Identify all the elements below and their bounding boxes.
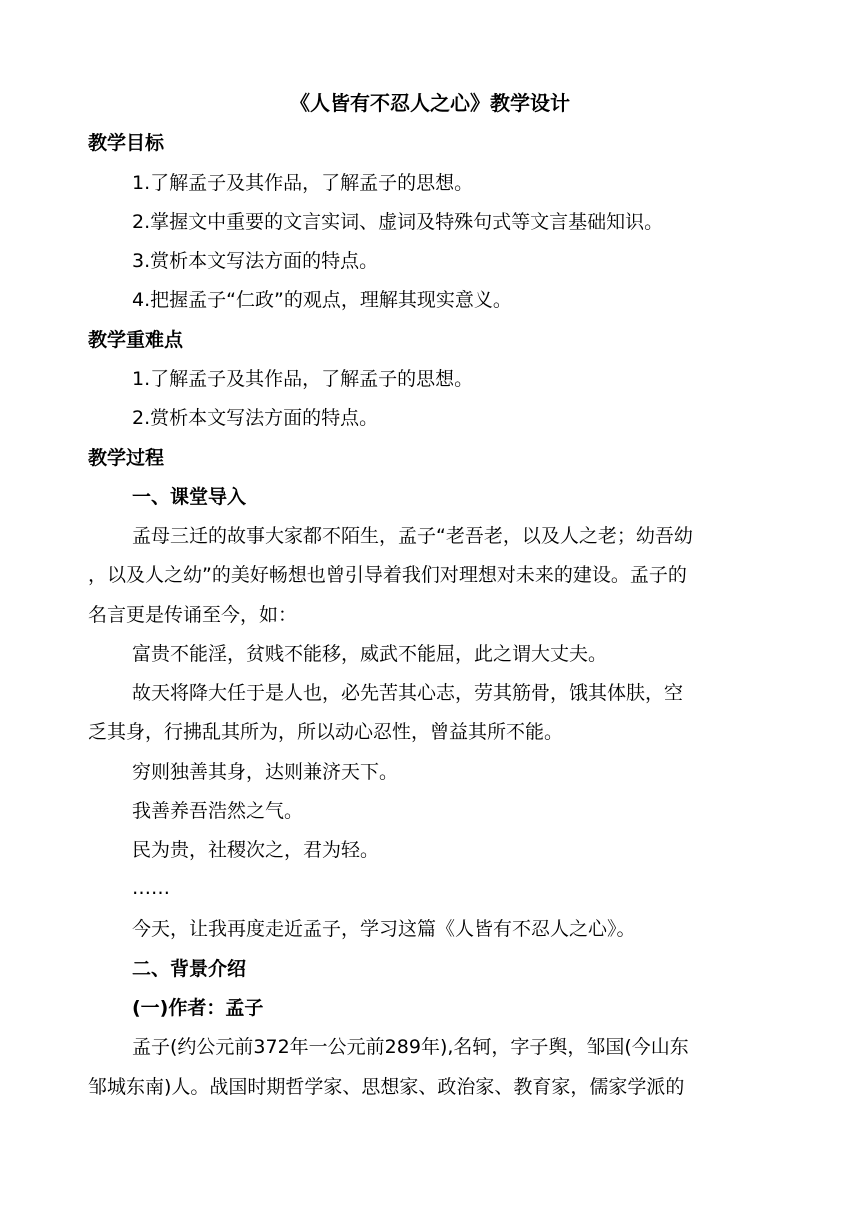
ellipsis: …… bbox=[132, 877, 170, 899]
quote-line: 富贵不能淫，贫贱不能移，威武不能屈，此之谓大丈夫。 bbox=[132, 643, 608, 665]
key-points-heading: 教学重难点 bbox=[88, 329, 184, 351]
intro-heading: 一、课堂导入 bbox=[132, 486, 247, 508]
document-title: 《人皆有不忍人之心》教学设计 bbox=[290, 91, 570, 115]
objective-item: 3.赏析本文写法方面的特点。 bbox=[132, 250, 379, 272]
author-paragraph-line: 邹城东南)人。战国时期哲学家、思想家、政治家、教育家，儒家学派的 bbox=[88, 1076, 685, 1098]
quote-line: 穷则独善其身，达则兼济天下。 bbox=[132, 761, 399, 783]
quote-line: 故天将降大任于是人也，必先苦其心志，劳其筋骨，饿其体肤，空 bbox=[132, 682, 684, 704]
key-point-item: 2.赏析本文写法方面的特点。 bbox=[132, 407, 379, 429]
quote-line: 乏其身，行拂乱其所为，所以动心忍性，曾益其所不能。 bbox=[88, 721, 564, 743]
intro-paragraph-line: 名言更是传诵至今，如： bbox=[88, 604, 298, 626]
process-heading: 教学过程 bbox=[88, 447, 165, 469]
quote-line: 民为贵，社稷次之，君为轻。 bbox=[132, 839, 380, 861]
intro-paragraph-line: 孟母三迁的故事大家都不陌生，孟子“老吾老，以及人之老；幼吾幼 bbox=[132, 525, 693, 547]
intro-paragraph-line: ，以及人之幼”的美好畅想也曾引导着我们对理想对未来的建设。孟子的 bbox=[88, 564, 687, 586]
author-heading: (一)作者：孟子 bbox=[132, 997, 264, 1019]
objective-item: 2.掌握文中重要的文言实词、虚词及特殊句式等文言基础知识。 bbox=[132, 211, 664, 233]
intro-closing: 今天，让我再度走近孟子，学习这篇《人皆有不忍人之心》。 bbox=[132, 918, 636, 940]
quote-line: 我善养吾浩然之气。 bbox=[132, 800, 304, 822]
background-heading: 二、背景介绍 bbox=[132, 958, 247, 980]
objectives-heading: 教学目标 bbox=[88, 132, 165, 154]
key-point-item: 1.了解孟子及其作品，了解孟子的思想。 bbox=[132, 368, 474, 390]
author-paragraph-line: 孟子(约公元前372年一公元前289年),名轲，字子舆，邹国(今山东 bbox=[132, 1036, 689, 1058]
objective-item: 1.了解孟子及其作品，了解孟子的思想。 bbox=[132, 172, 474, 194]
objective-item: 4.把握孟子“仁政”的观点，理解其现实意义。 bbox=[132, 289, 512, 311]
